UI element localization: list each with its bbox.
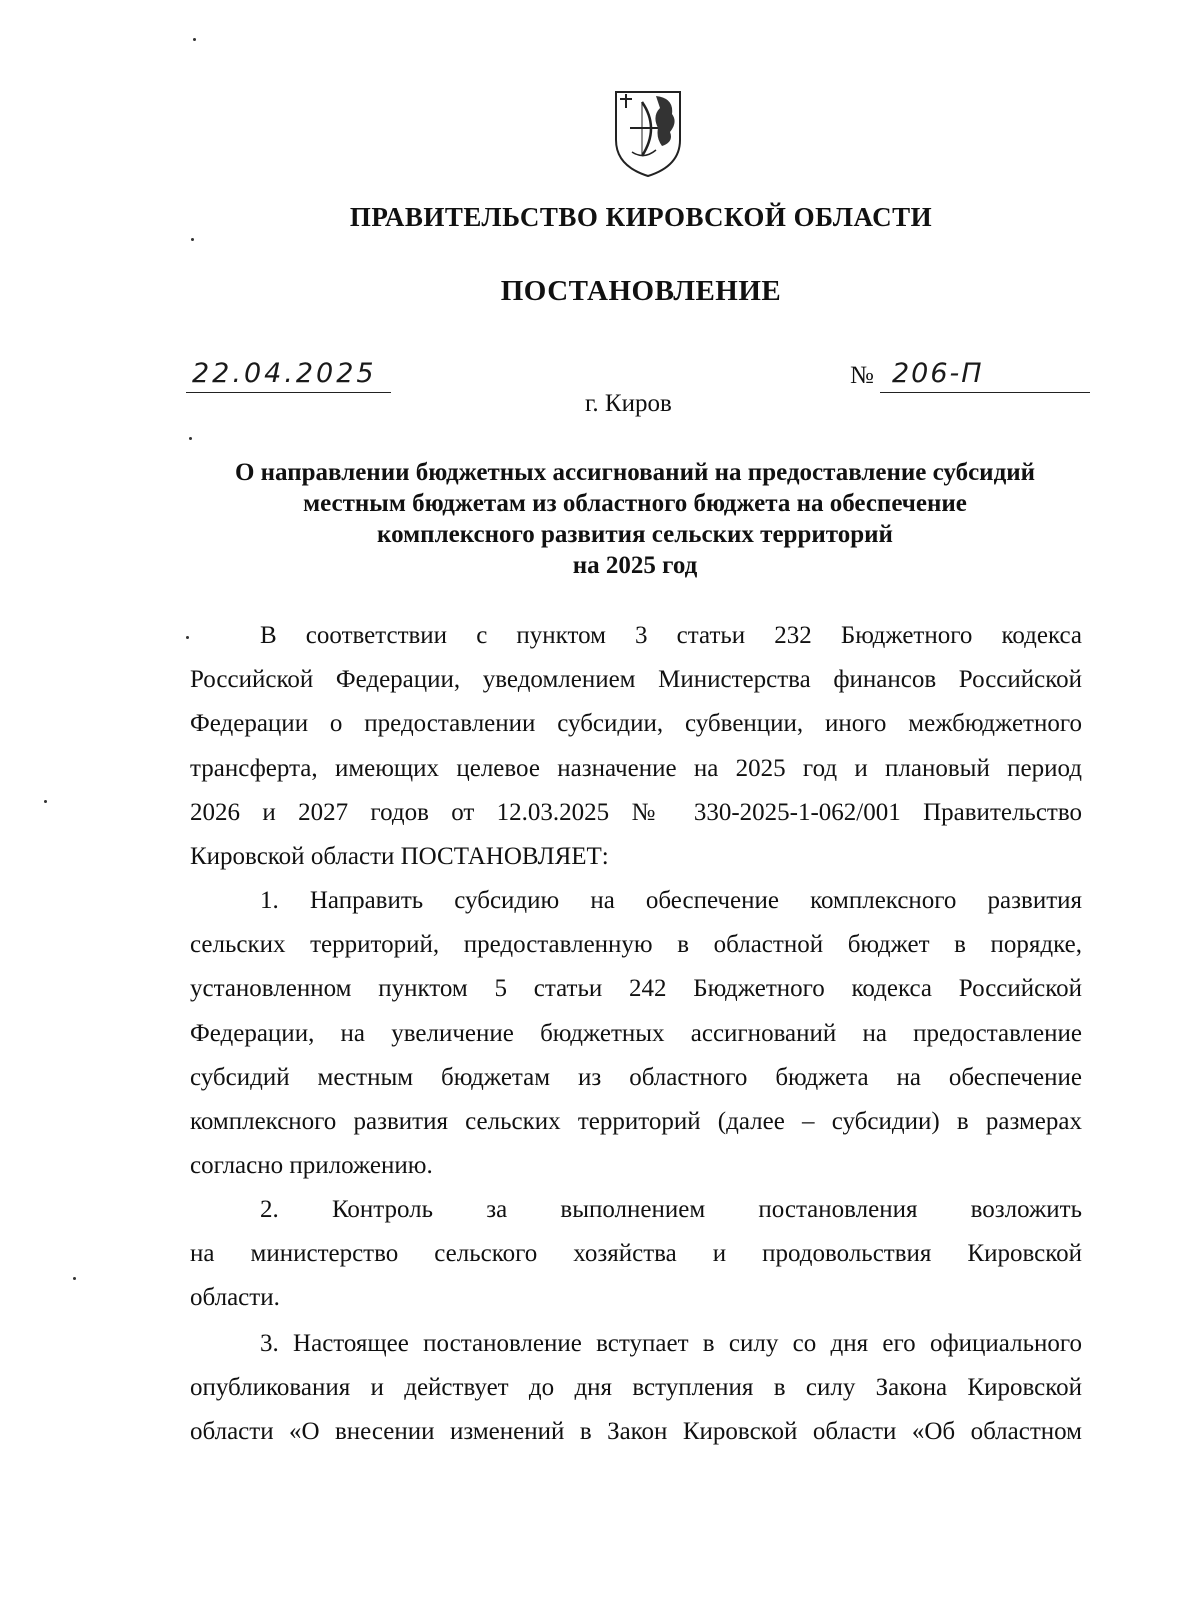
- scan-speck: [44, 800, 47, 803]
- scan-speck: [189, 437, 192, 440]
- text-line: на министерство сельского хозяйства и продовольствия Кировской: [190, 1240, 1082, 1268]
- item-2-paragraph: [190, 1188, 1082, 1321]
- scan-speck: [191, 238, 194, 241]
- subject-line: на 2025 год: [572, 552, 698, 579]
- scan-speck: [193, 38, 196, 41]
- text-line: Федерации о предоставлении субсидии, субвенции, иного межбюджетного: [190, 710, 1082, 738]
- document-date: 22.04.2025: [192, 358, 377, 389]
- subject-line: О направлении бюджетных ассигнований на предоставление субсидий: [234, 459, 1036, 486]
- text-line: согласно приложению.: [190, 1152, 433, 1180]
- kirov-coat-of-arms-icon: [612, 88, 684, 178]
- item-1-paragraph: [190, 879, 1082, 1188]
- text-line: Кировской области ПОСТАНОВЛЯЕТ:: [190, 843, 609, 871]
- text-line: комплексного развития сельских территорий (далее – субсидии) в размерах: [190, 1108, 1082, 1136]
- date-field: [186, 358, 391, 393]
- subject-line: комплексного развития сельских территорий: [377, 521, 893, 548]
- text-line: Федерации, на увеличение бюджетных ассигнований на предоставление: [190, 1019, 1082, 1047]
- text-line: В соответствии с пунктом 3 статьи 232 Бюджетного кодекса: [260, 622, 1082, 649]
- text-line: области.: [190, 1284, 280, 1312]
- text-line: установленном пунктом 5 статьи 242 Бюджетного кодекса Российской: [190, 975, 1082, 1003]
- document-subject: [180, 457, 1090, 581]
- government-title: ПРАВИТЕЛЬСТВО КИРОВСКОЙ ОБЛАСТИ: [349, 202, 933, 232]
- number-field: [880, 358, 1090, 393]
- scan-speck: [186, 636, 189, 639]
- number-label: №: [850, 362, 874, 389]
- text-line: 1. Направить субсидию на обеспечение комплексного развития: [260, 887, 1082, 914]
- item-3-paragraph: [190, 1322, 1082, 1455]
- text-line: трансферта, имеющих целевое назначение на 2025 год и плановый период: [190, 754, 1082, 782]
- text-line: опубликования и действует до дня вступления в силу Закона Кировской: [190, 1374, 1082, 1402]
- text-line: 2026 и 2027 годов от 12.03.2025 № 330-2025-1-062/001 Правительство: [190, 798, 1082, 826]
- text-line: субсидий местным бюджетам из областного бюджета на обеспечение: [190, 1063, 1082, 1091]
- text-line: сельских территорий, предоставленную в областной бюджет в порядке,: [190, 931, 1082, 959]
- text-line: области «О внесении изменений в Закон Кировской области «Об областном: [190, 1418, 1082, 1446]
- scan-speck: [73, 1277, 76, 1280]
- text-line: 3. Настоящее постановление вступает в силу со дня его официального: [260, 1330, 1082, 1357]
- document-number: 206-П: [892, 358, 984, 389]
- document-type-title: ПОСТАНОВЛЕНИЕ: [500, 275, 782, 307]
- text-line: 2. Контроль за выполнением постановления возложить: [260, 1196, 1082, 1223]
- subject-line: местным бюджетам из областного бюджета на обеспечение: [303, 490, 967, 517]
- preamble-paragraph: [190, 614, 1082, 879]
- city: г. Киров: [585, 390, 672, 417]
- text-line: Российской Федерации, уведомлением Министерства финансов Российской: [190, 666, 1082, 694]
